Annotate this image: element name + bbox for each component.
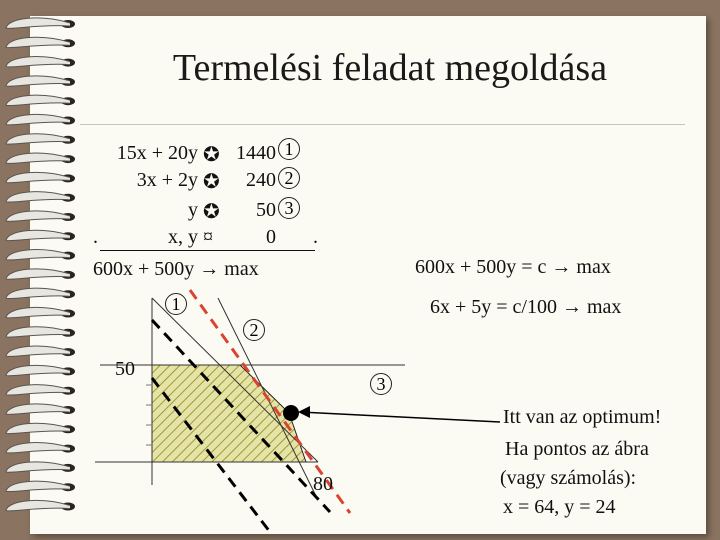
note-line-3: (vagy számolás): [500,467,637,489]
note-line-2: Ha pontos az ábra [505,438,649,460]
optimum-point [283,405,299,421]
dot-left: . [93,226,98,248]
objective-left: 600x + 500y → max [93,258,259,280]
constraint-3-symbol: ✪ [203,201,220,223]
constraint-3-number: 3 [278,197,300,219]
constraint-3-lhs: y [188,199,198,221]
constraint-1-lhs: 15x + 20y [116,142,198,164]
graph-label-3: 3 [370,373,392,395]
graph-x80-label: 80 [313,473,333,495]
constraint-1-rhs: 1440 [236,142,276,164]
arrow-head [298,406,310,418]
constraint-2-symbol: ✪ [203,171,220,193]
y-ticks [146,385,152,445]
graph-label-1: 1 [165,293,187,315]
objective-right-1: 600x + 500y = c → max [415,256,611,278]
constraint-2-lhs: 3x + 2y [136,169,198,191]
constraint-4-lhs: x, y [168,226,198,248]
note-line-4: x = 64, y = 24 [503,496,616,518]
constraint-1-symbol: ✪ [203,144,220,166]
optimum-arrow [300,412,500,422]
dot-right: . [313,226,318,248]
constraint-4-rhs: 0 [266,226,276,248]
feasible-region [152,365,306,462]
constraint-2-number: 2 [278,167,300,189]
constraint-3-rhs: 50 [256,199,276,221]
slide-title: Termelési feladat megoldása [172,47,608,89]
graph-label-2: 2 [243,319,265,341]
objective-right-2: 6x + 5y = c/100 → max [430,296,622,318]
note-line-1: Itt van az optimum! [503,406,662,428]
graph-y50-label: 50 [115,358,135,380]
constraint-1-number: 1 [278,138,300,160]
constraint-4-symbol: ¤ [203,226,213,248]
constraint-2-rhs: 240 [246,169,276,191]
